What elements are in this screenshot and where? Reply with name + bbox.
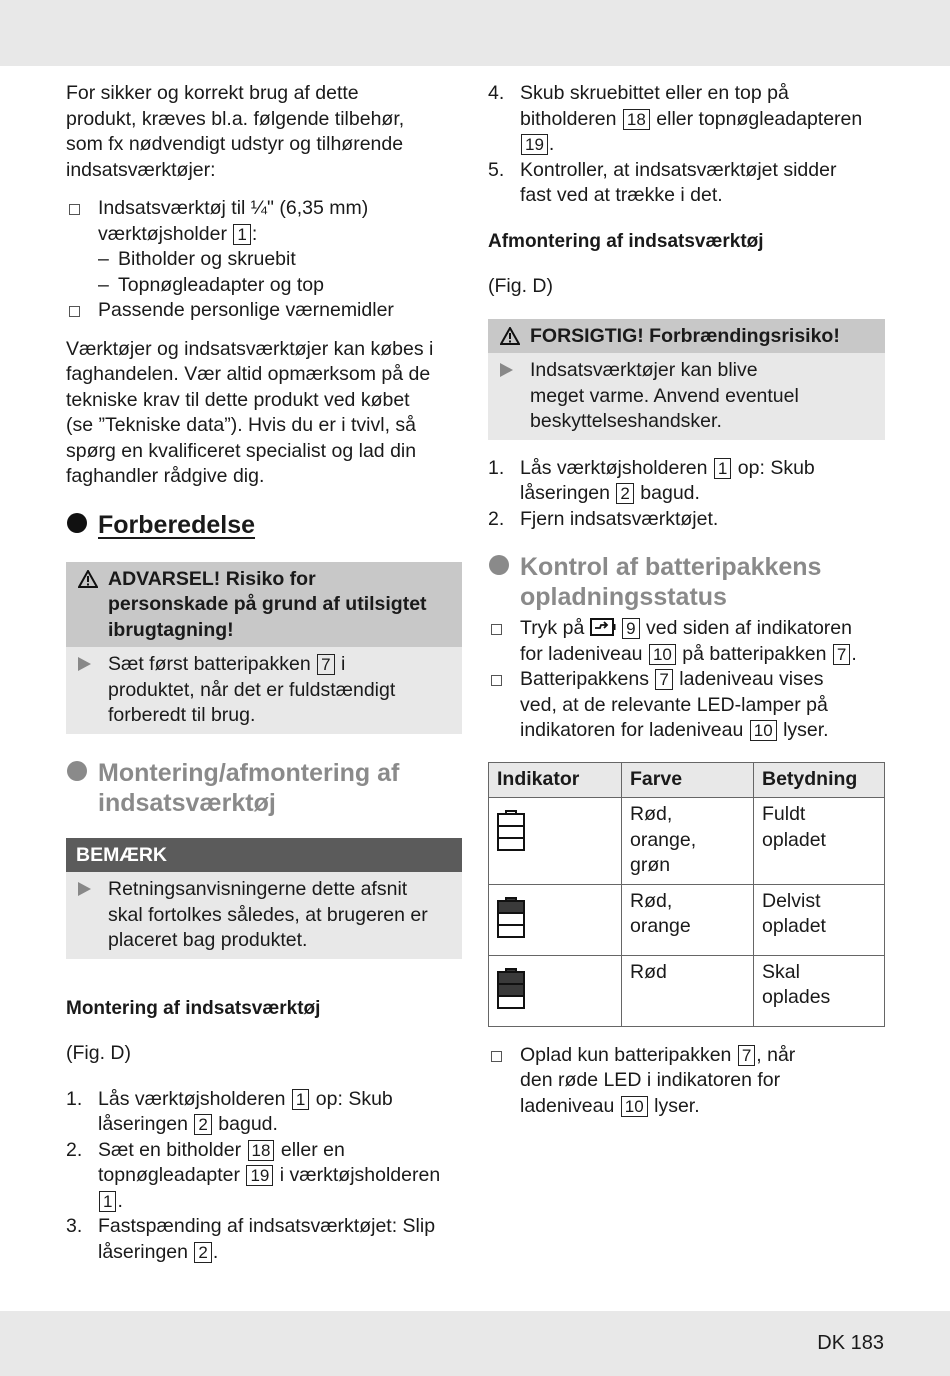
reference-number: 7 <box>655 669 672 690</box>
list-item-text: Batteripakkens <box>520 668 649 690</box>
reference-number: 18 <box>248 1140 275 1161</box>
heading-text: indsatsværktøj <box>98 788 276 817</box>
column-header: Betydning <box>754 762 885 798</box>
step-item <box>488 507 885 533</box>
subheading-dismounting: Afmontering af indsatsværktøj <box>488 230 764 252</box>
list-item-text: ladeniveau <box>520 1094 615 1117</box>
table-row <box>489 884 885 955</box>
list-item-text: lyser. <box>777 719 829 741</box>
accessory-list <box>66 196 462 247</box>
punctuation: . <box>117 1189 123 1212</box>
color-cell <box>622 955 754 1026</box>
checkbox-square-icon <box>69 306 80 317</box>
warning-triangle-icon <box>78 570 98 588</box>
battery-instructions <box>488 616 885 744</box>
step-text: op: Skub <box>310 1087 393 1110</box>
caution-text: meget varme. Anvend eventuel <box>530 384 799 407</box>
list-item-text: ved siden af indikatoren <box>640 617 852 639</box>
reference-number: 2 <box>194 1242 211 1263</box>
step-text: topnøgleadapter <box>98 1164 241 1186</box>
intro-line: som fx nødvendigt udstyr og tilhørende <box>66 133 404 155</box>
note-text: skal fortolkes således, at brugeren er <box>108 903 428 926</box>
purchase-paragraph <box>66 337 462 490</box>
sub-item-text: Bitholder og skruebit <box>118 248 296 270</box>
step-item <box>66 1138 462 1215</box>
color-cell <box>622 884 754 955</box>
list-item-text: for ladeniveau <box>520 642 643 665</box>
charging-note <box>488 1043 885 1120</box>
intro-line: For sikker og korrekt brug af dette <box>66 82 359 104</box>
caution-text: beskyttelseshandsker. <box>530 410 722 432</box>
caution-body <box>488 353 885 440</box>
cell-text: opladet <box>762 915 826 937</box>
battery-full-icon <box>497 810 525 851</box>
list-item-text: Indsatsværktøj til ¼" (6,35 mm) <box>98 197 369 219</box>
step-text: låseringen <box>520 482 610 504</box>
footer-bar <box>0 1311 950 1376</box>
section-heading-battery-status <box>488 552 885 612</box>
warning-text: forberedt til brug. <box>108 704 256 726</box>
reference-number: 10 <box>649 644 676 665</box>
reference-number: 2 <box>194 1114 211 1135</box>
sub-item <box>66 247 462 273</box>
list-item <box>66 196 462 247</box>
list-item <box>488 667 885 744</box>
reference-number: 2 <box>616 483 633 504</box>
step-text: Skub skruebittet eller en top på <box>520 82 789 104</box>
step-item <box>66 1087 462 1138</box>
cell-text: Rød <box>630 960 667 983</box>
column-header: Farve <box>622 762 754 798</box>
figure-reference: (Fig. D) <box>488 275 553 297</box>
checkbox-square-icon <box>491 675 502 686</box>
bullet-dot-icon <box>67 761 87 781</box>
list-item-text: lyser. <box>648 1094 700 1117</box>
step-text: eller topnøgleadapteren <box>650 107 863 130</box>
step-item <box>66 1214 462 1265</box>
cell-text: Delvist <box>762 889 821 912</box>
warning-title: ADVARSEL! Risiko for <box>108 567 316 590</box>
cell-text: grøn <box>630 854 671 876</box>
cell-text: Skal <box>762 960 800 983</box>
step-number: 1. <box>66 1087 83 1110</box>
step-number: 3. <box>66 1215 83 1237</box>
bullet-dot-icon <box>489 555 509 575</box>
battery-cell <box>489 884 622 955</box>
punctuation: : <box>251 222 258 245</box>
mounting-steps-continued <box>488 81 885 209</box>
step-item <box>488 81 885 158</box>
step-item <box>488 456 885 507</box>
list-item-text: værktøjsholder <box>98 222 227 245</box>
meaning-cell <box>754 955 885 1026</box>
arrow-right-icon <box>78 657 91 671</box>
caution-panel <box>488 319 885 440</box>
step-number: 4. <box>488 82 505 104</box>
battery-cell <box>489 798 622 885</box>
note-body <box>66 872 462 959</box>
reference-number: 19 <box>246 1165 273 1186</box>
reference-number: 1 <box>714 458 731 479</box>
charge-indicator-table <box>488 762 885 1027</box>
column-header: Indikator <box>489 762 622 798</box>
warning-title: ibrugtagning! <box>108 618 234 641</box>
list-item <box>488 616 885 667</box>
battery-low-icon <box>497 968 525 1009</box>
heading-text: opladningsstatus <box>520 583 727 611</box>
paragraph-line: tekniske krav til dette produkt ved købet <box>66 388 410 411</box>
paragraph-line: faghandler rådgive dig. <box>66 465 265 487</box>
reference-number: 9 <box>622 618 639 639</box>
list-item-text: ladeniveau vises <box>673 668 824 690</box>
warning-title: personskade på grund af utilsigtet <box>108 593 427 615</box>
warning-body <box>66 647 462 734</box>
color-cell <box>622 798 754 885</box>
reference-number: 7 <box>317 654 334 675</box>
reference-number: 10 <box>621 1096 648 1117</box>
warning-header <box>66 562 462 648</box>
top-bar <box>0 0 950 66</box>
checkbox-square-icon <box>491 1051 502 1062</box>
list-item-text: Passende personlige værnemidler <box>98 299 394 321</box>
reference-number: 18 <box>623 109 650 130</box>
reference-number: 1 <box>233 224 250 245</box>
heading-text: Forberedelse <box>98 510 256 539</box>
step-text: i værktøjsholderen <box>274 1164 441 1186</box>
paragraph-line: faghandelen. Vær altid opmærksom på de <box>66 363 431 385</box>
step-text: låseringen <box>98 1240 188 1263</box>
punctuation: . <box>212 1240 219 1263</box>
battery-cell <box>489 955 622 1026</box>
punctuation: . <box>548 133 555 155</box>
step-text: Lås værktøjsholderen <box>98 1087 286 1110</box>
cell-text: Rød, <box>630 889 673 912</box>
reference-number: 1 <box>99 1191 116 1212</box>
paragraph-line: Værktøjer og indsatsværktøjer kan købes i <box>66 337 434 360</box>
list-item-text: ved, at de relevante LED-lamper på <box>520 693 828 716</box>
sub-item <box>66 273 462 299</box>
dash-marker: – <box>98 273 109 296</box>
step-text: bagud. <box>212 1113 278 1135</box>
page-number: DK 183 <box>817 1332 884 1354</box>
intro-line: indsatsværktøjer: <box>66 158 216 181</box>
step-text: eller en <box>275 1138 345 1161</box>
intro-line: produkt, kræves bl.a. følgende tilbehør, <box>66 107 405 130</box>
reference-number: 19 <box>521 134 548 155</box>
paragraph-line: spørg en kvalificeret specialist og lad din <box>66 439 417 462</box>
right-column <box>488 81 885 1119</box>
heading-text: Kontrol af batteripakkens <box>520 553 822 581</box>
subheading-mounting: Montering af indsatsværktøj <box>66 997 321 1019</box>
cell-text: orange <box>630 915 691 937</box>
sub-item-text: Topnøgleadapter og top <box>118 273 324 296</box>
step-text: låseringen <box>98 1113 188 1135</box>
list-item-text: Oplad kun batteripakken <box>520 1043 732 1066</box>
step-text: bitholderen <box>520 107 617 130</box>
cell-text: opladet <box>762 828 826 851</box>
dismounting-steps <box>488 456 885 533</box>
meaning-cell <box>754 798 885 885</box>
list-item <box>488 1043 885 1120</box>
note-panel <box>66 838 462 959</box>
list-item <box>66 298 462 324</box>
note-text: placeret bag produktet. <box>108 929 308 951</box>
reference-number: 7 <box>833 644 850 665</box>
step-text: Lås værktøjsholderen <box>520 456 708 479</box>
battery-partial-icon <box>497 897 525 938</box>
step-text: Fjern indsatsværktøjet. <box>520 507 719 530</box>
charge-indicator-button-icon <box>590 618 616 636</box>
warning-triangle-icon <box>500 327 520 345</box>
warning-text: Sæt først batteripakken <box>108 653 311 675</box>
cell-text: Fuldt <box>762 803 806 825</box>
step-text: Sæt en bitholder <box>98 1138 242 1161</box>
step-text: Kontroller, at indsatsværktøjet sidder <box>520 158 837 181</box>
caution-text: Indsatsværktøjer kan blive <box>530 359 758 381</box>
checkbox-square-icon <box>69 204 80 215</box>
list-item-text: på batteripakken <box>676 642 827 665</box>
left-column <box>66 81 462 1265</box>
dash-marker: – <box>98 248 109 270</box>
reference-number: 1 <box>292 1089 309 1110</box>
step-text: fast ved at trække i det. <box>520 184 723 206</box>
punctuation: . <box>851 642 857 665</box>
warning-text: i <box>335 653 346 675</box>
step-item <box>488 158 885 209</box>
warning-panel <box>66 562 462 734</box>
checkbox-square-icon <box>491 624 502 635</box>
mounting-steps <box>66 1087 462 1266</box>
bullet-dot-icon <box>67 513 87 533</box>
list-item-text: indikatoren for ladeniveau <box>520 719 744 741</box>
table-header-row <box>489 762 885 798</box>
caution-title: FORSIGTIG! Forbrændingsrisiko! <box>530 324 840 347</box>
table-row <box>489 955 885 1026</box>
step-text: op: Skub <box>732 456 815 479</box>
warning-text: produktet, når det er fuldstændigt <box>108 678 396 701</box>
table-row <box>489 798 885 885</box>
intro-paragraph <box>66 81 462 183</box>
step-number: 1. <box>488 456 505 479</box>
arrow-right-icon <box>500 363 513 377</box>
reference-number: 7 <box>738 1045 755 1066</box>
step-text: bagud. <box>634 482 700 504</box>
cell-text: oplades <box>762 986 831 1008</box>
caution-header <box>488 319 885 354</box>
step-number: 2. <box>488 507 505 530</box>
figure-reference: (Fig. D) <box>66 1042 131 1064</box>
meaning-cell <box>754 884 885 955</box>
section-heading-preparation <box>66 510 462 540</box>
step-text: Fastspænding af indsatsværktøjet: Slip <box>98 1215 436 1237</box>
accessory-list <box>66 298 462 324</box>
note-text: Retningsanvisningerne dette afsnit <box>108 878 408 900</box>
cell-text: Rød, <box>630 803 673 825</box>
heading-text: Montering/afmontering af <box>98 758 400 787</box>
arrow-right-icon <box>78 882 91 896</box>
paragraph-line: (se ”Tekniske data”). Hvis du er i tvivl, så <box>66 414 417 436</box>
step-number: 2. <box>66 1138 83 1161</box>
step-number: 5. <box>488 158 505 181</box>
section-heading-mounting <box>66 758 462 818</box>
list-item-text: den røde LED i indikatoren for <box>520 1069 781 1091</box>
cell-text: orange, <box>630 828 697 851</box>
list-item-text: , når <box>756 1043 796 1066</box>
reference-number: 10 <box>750 720 777 741</box>
note-header: BEMÆRK <box>66 838 462 873</box>
list-item-text: Tryk på <box>520 617 585 639</box>
